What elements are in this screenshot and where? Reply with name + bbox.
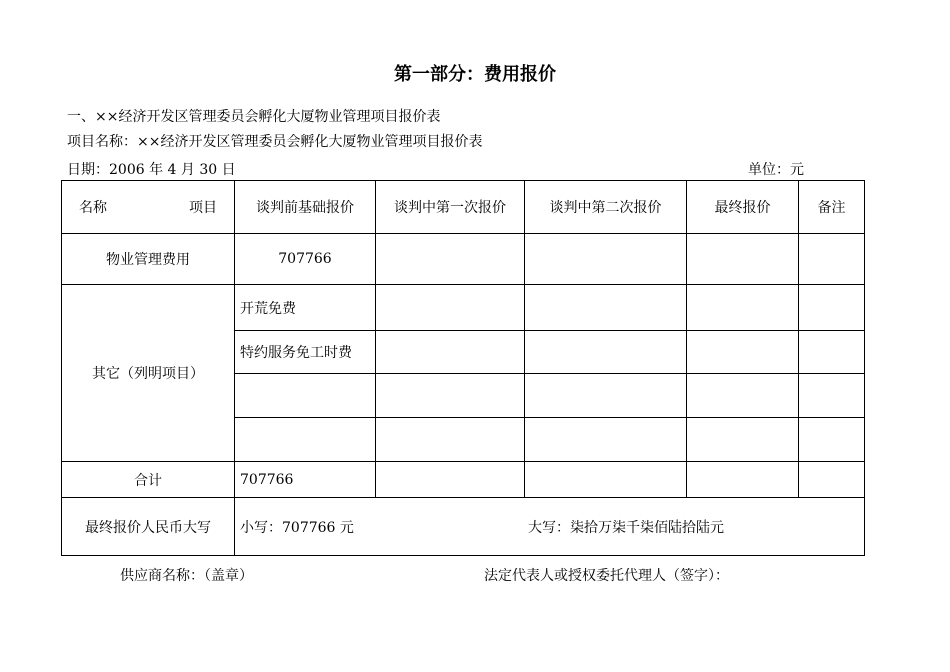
- table-cell: [799, 462, 865, 498]
- table-cell: [376, 331, 525, 374]
- unit-label: 单位：元: [748, 162, 804, 178]
- other-item-1: 开荒免费: [235, 285, 376, 331]
- final-small-amount: 小写：707766 元: [240, 519, 354, 536]
- table-cell: [687, 234, 799, 285]
- row-final-rmb-values: [235, 498, 865, 556]
- row-total-value: 707766: [235, 462, 376, 498]
- table-cell: [525, 462, 687, 498]
- quote-table: [61, 180, 865, 556]
- table-row: [62, 285, 865, 331]
- table-cell: [799, 234, 865, 285]
- table-cell: [799, 331, 865, 374]
- table-cell: [687, 418, 799, 462]
- table-cell: [525, 374, 687, 418]
- project-name-line: 项目名称：××经济开发区管理委员会孵化大厦物业管理项目报价表: [67, 134, 483, 150]
- row-property-label: 物业管理费用: [62, 234, 235, 285]
- header-first-round: 谈判中第一次报价: [376, 181, 525, 234]
- table-cell: [525, 418, 687, 462]
- section-heading: 一、××经济开发区管理委员会孵化大厦物业管理项目报价表: [67, 109, 441, 125]
- table-cell: [525, 285, 687, 331]
- table-cell: [376, 234, 525, 285]
- page-title: 第一部分：费用报价: [394, 64, 556, 85]
- table-cell: [525, 331, 687, 374]
- table-cell: [687, 285, 799, 331]
- table-cell: [799, 418, 865, 462]
- header-name-cell: [62, 181, 235, 234]
- representative-signature-label: 法定代表人或授权委托代理人（签字）：: [484, 568, 729, 584]
- supplier-signature-label: 供应商名称：（盖章）: [120, 568, 253, 584]
- header-name-label: 名称: [79, 200, 107, 216]
- table-cell: [687, 374, 799, 418]
- table-cell: [376, 418, 525, 462]
- table-cell: [687, 462, 799, 498]
- table-cell: [525, 234, 687, 285]
- header-final-price: 最终报价: [687, 181, 799, 234]
- table-cell: [799, 285, 865, 331]
- header-second-round: 谈判中第二次报价: [525, 181, 687, 234]
- table-cell: [376, 285, 525, 331]
- other-item-4: [235, 418, 376, 462]
- date-line: 日期：2006 年 4 月 30 日: [67, 162, 236, 178]
- row-other-label: 其它（列明项目）: [62, 285, 235, 462]
- table-header-row: [62, 181, 865, 234]
- row-total-label: 合计: [62, 462, 235, 498]
- table-row: [62, 498, 865, 556]
- header-base-price: 谈判前基础报价: [235, 181, 376, 234]
- table-row: [62, 234, 865, 285]
- table-cell: [376, 462, 525, 498]
- table-cell: [687, 331, 799, 374]
- table-row: [62, 462, 865, 498]
- row-property-base-price: 707766: [235, 234, 376, 285]
- other-item-3: [235, 374, 376, 418]
- final-big-amount: 大写：柒拾万柒千柒佰陆拾陆元: [528, 519, 724, 536]
- table-cell: [799, 374, 865, 418]
- other-item-2: 特约服务免工时费: [235, 331, 376, 374]
- header-item-label: 项目: [189, 200, 217, 216]
- header-remarks: 备注: [799, 181, 865, 234]
- row-final-rmb-label: 最终报价人民币大写: [62, 498, 235, 556]
- table-cell: [376, 374, 525, 418]
